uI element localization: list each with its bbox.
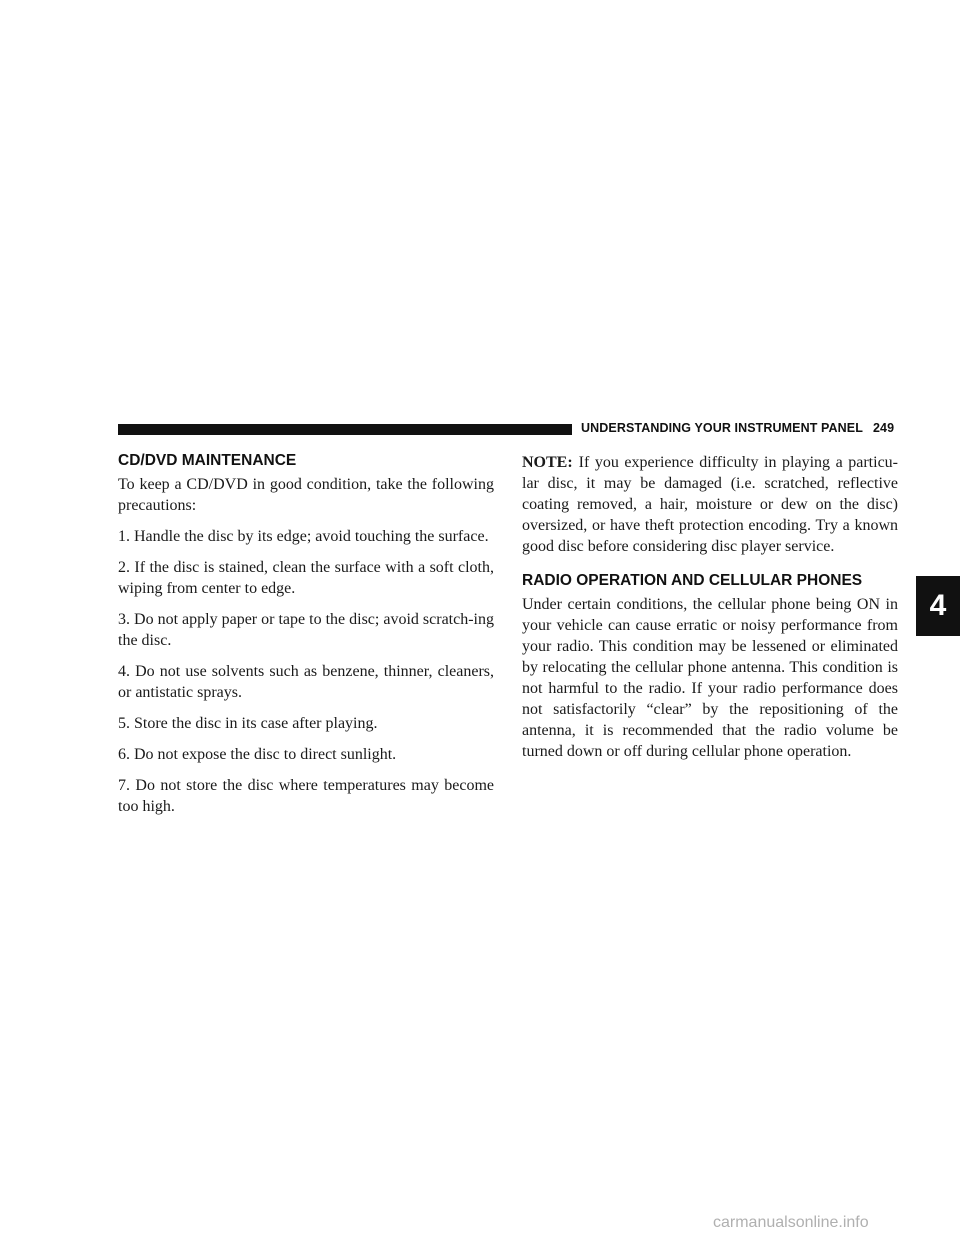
list-item: 6. Do not expose the disc to direct sunlight. xyxy=(118,746,397,763)
list-item: 4. Do not use solvents such as benzene, thinner, cleaners, or antistatic sprays. xyxy=(118,663,494,701)
note-paragraph xyxy=(522,452,898,557)
list-item: 3. Do not apply paper or tape to the disc; avoid scratch-ing the disc. xyxy=(118,611,494,649)
section-title: UNDERSTANDING YOUR INSTRUMENT PANEL xyxy=(581,421,863,435)
right-column xyxy=(522,452,898,772)
list-item: 5. Store the disc in its case after playing. xyxy=(118,715,378,732)
radio-cellular-heading: RADIO OPERATION AND CELLULAR PHONES xyxy=(522,572,863,589)
list-item: 7. Do not store the disc where temperatures may become too high. xyxy=(118,777,494,815)
left-column xyxy=(118,452,494,827)
running-header xyxy=(581,421,894,435)
page-number: 249 xyxy=(872,421,895,435)
chapter-tab: 4 xyxy=(916,576,960,636)
note-label: NOTE: xyxy=(522,454,573,471)
list-item: 1. Handle the disc by its edge; avoid touching the surface. xyxy=(118,528,489,545)
note-text: If you experience difficulty in playing a particu-lar disc, it may be damaged (i.e. scratched, reflective coating removed, a hair, moisture or dew on the disc) oversized, or have theft protection encoding. Try a known good disc before considering disc player service. xyxy=(522,454,898,555)
header-rule xyxy=(118,424,572,435)
intro-paragraph: To keep a CD/DVD in good condition, take the following precautions: xyxy=(118,476,494,514)
watermark: carmanualsonline.info xyxy=(713,1214,869,1231)
radio-cellular-paragraph: Under certain conditions, the cellular phone being ON in your vehicle can cause erratic or noisy performance from your radio. This condition may be lessened or eliminated by relocating the cellular phone antenna. This condition is not harmful to the radio. If your radio performance does not satisfactorily “clear” by the repositioning of the antenna, it is recommended that the radio volume be turned down or off during cellular phone operation. xyxy=(522,596,898,760)
cd-dvd-maintenance-heading: CD/DVD MAINTENANCE xyxy=(118,452,297,469)
list-item: 2. If the disc is stained, clean the surface with a soft cloth, wiping from center to edge. xyxy=(118,559,494,597)
